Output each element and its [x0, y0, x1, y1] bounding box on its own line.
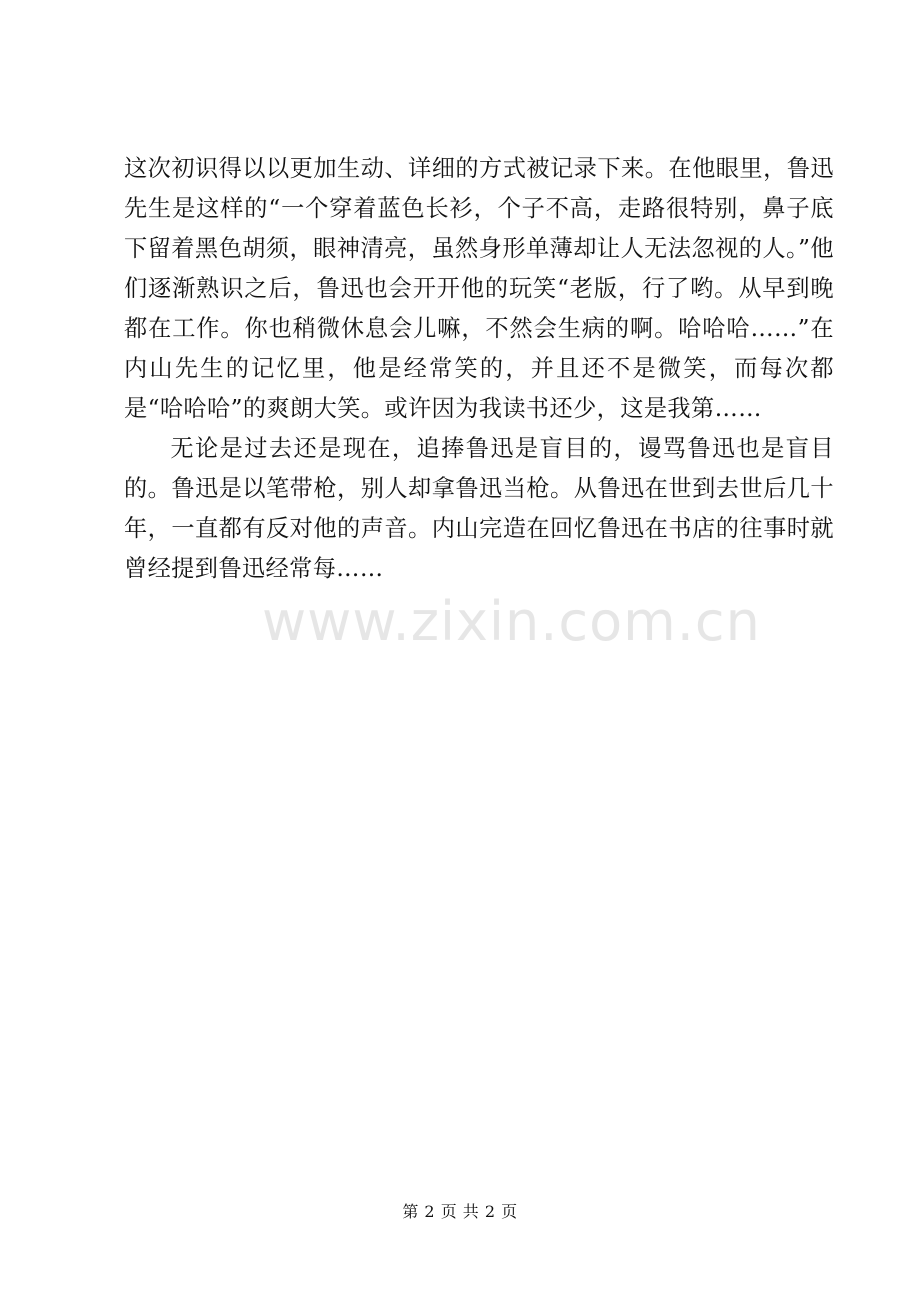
watermark: www.zixin.com.cn [262, 590, 761, 653]
document-body [124, 149, 834, 589]
page-footer: 第 2 页 共 2 页 [402, 1202, 518, 1221]
paragraph-2: 无论是过去还是现在，追捧鲁迅是盲目的，谩骂鲁迅也是盲目的。鲁迅是以笔带枪，别人却拿鲁迅当枪。从鲁迅在世到去世后几十年，一直都有反对他的声音。内山完造在回忆鲁迅在书店的往事时就曾经提到鲁迅经常每…… [124, 435, 834, 582]
paragraph-1: 这次初识得以以更加生动、详细的方式被记录下来。在他眼里，鲁迅先生是这样的“一个穿着蓝色长衫，个子不高，走路很特别，鼻子底下留着黑色胡须，眼神清亮，虽然身形单薄却让人无法忽视的人。”他们逐渐熟识之后，鲁迅也会开开他的玩笑“老版，行了哟。从早到晚都在工作。你也稍微休息会儿嘛，不然会生病的啊。哈哈哈……”在内山先生的记忆里，他是经常笑的，并且还不是微笑，而每次都是“哈哈哈”的爽朗大笑。或许因为我读书还少，这是我第…… [124, 155, 834, 422]
